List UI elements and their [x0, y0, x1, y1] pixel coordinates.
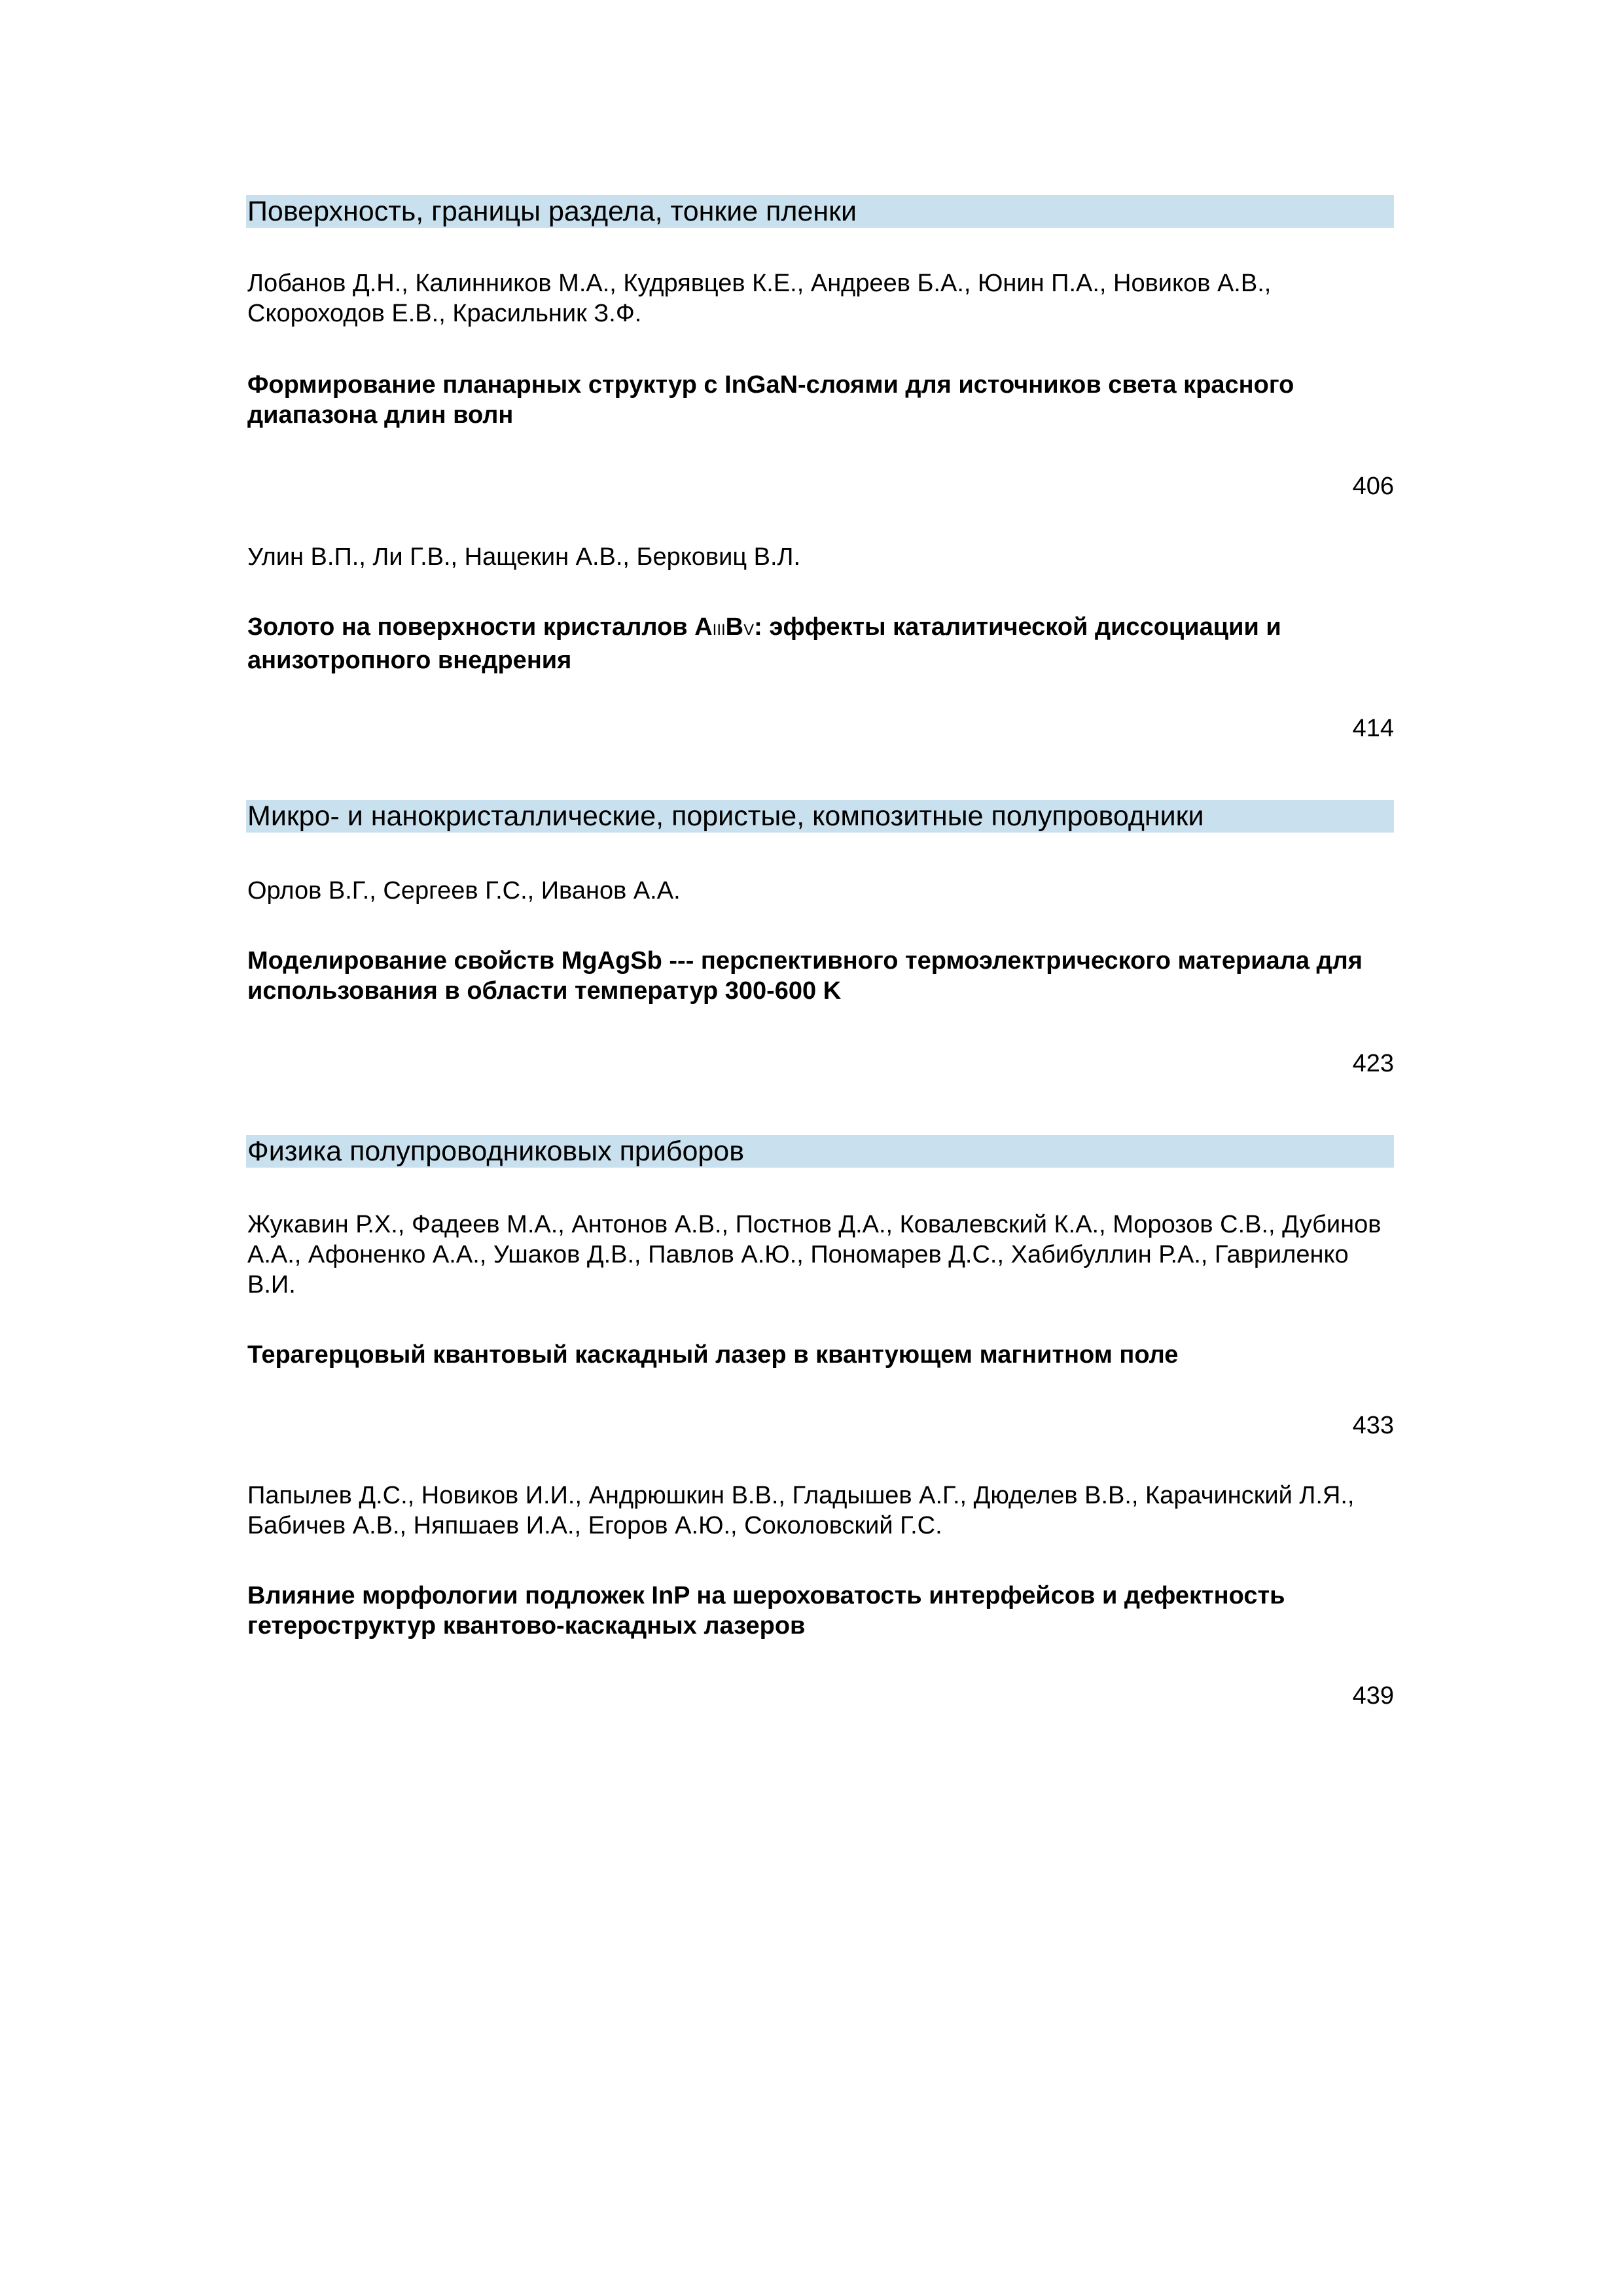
- entry-page-number: 433: [1352, 1412, 1394, 1439]
- title-subscript: V: [743, 621, 755, 639]
- entry-authors: Орлов В.Г., Сергеев Г.С., Иванов А.А.: [247, 877, 681, 905]
- entry-authors: Жукавин Р.Х., Фадеев М.А., Антонов А.В., Постнов Д.А., Ковалевский К.А., Морозов С.В., Дубинов А.А., Афоненко А.А., Ушаков Д.В., Павлов А.Ю., Пономарев Д.С., Хабибуллин Р.А., Гавриленко В.И.: [247, 1211, 1382, 1299]
- entry-page-number: 439: [1352, 1682, 1394, 1710]
- entry-title: Влияние морфологии подложек InP на шероховатость интерфейсов и дефектность гетероструктур квантово-каскадных лазеров: [247, 1582, 1285, 1640]
- entry-authors: Улин В.П., Ли Г.В., Нащекин А.В., Берковиц В.Л.: [247, 543, 801, 571]
- entry-page-number: 414: [1352, 715, 1394, 742]
- section-heading-surfaces: Поверхность, границы раздела, тонкие пленки: [246, 195, 1394, 228]
- section-heading-microcrystalline: Микро- и нанокристаллические, пористые, композитные полупроводники: [246, 800, 1394, 833]
- entry-authors: Лобанов Д.Н., Калинников М.А., Кудрявцев К.Е., Андреев Б.А., Юнин П.А., Новиков А.В., Скороходов Е.В., Красильник З.Ф.: [247, 270, 1272, 327]
- title-part: Золото на поверхности кристаллов A: [247, 613, 713, 641]
- entry-title: Терагерцовый квантовый каскадный лазер в квантующем магнитном поле: [247, 1341, 1179, 1369]
- entry-authors: Папылев Д.С., Новиков И.И., Андрюшкин В.В., Гладышев А.Г., Дюделев В.В., Карачинский Л.Я., Бабичев А.В., Няпшаев И.А., Егоров А.Ю., Соколовский Г.С.: [247, 1482, 1355, 1539]
- title-subscript: III: [712, 621, 726, 639]
- section-heading-devices: Физика полупроводниковых приборов: [246, 1135, 1394, 1168]
- entry-page-number: 406: [1352, 473, 1394, 500]
- entry-page-number: 423: [1352, 1050, 1394, 1077]
- entry-title: Моделирование свойств MgAgSb --- перспективного термоэлектрического материала для использования в области температур 300-600 K: [247, 947, 1363, 1005]
- entry-title: Формирование планарных структур с InGaN-слоями для источников света красного диапазона длин волн: [247, 371, 1294, 429]
- title-part: B: [725, 613, 744, 641]
- entry-title: [247, 612, 1399, 675]
- title-part: : эффекты каталитической диссоциации и анизотропного внедрения: [247, 613, 1281, 674]
